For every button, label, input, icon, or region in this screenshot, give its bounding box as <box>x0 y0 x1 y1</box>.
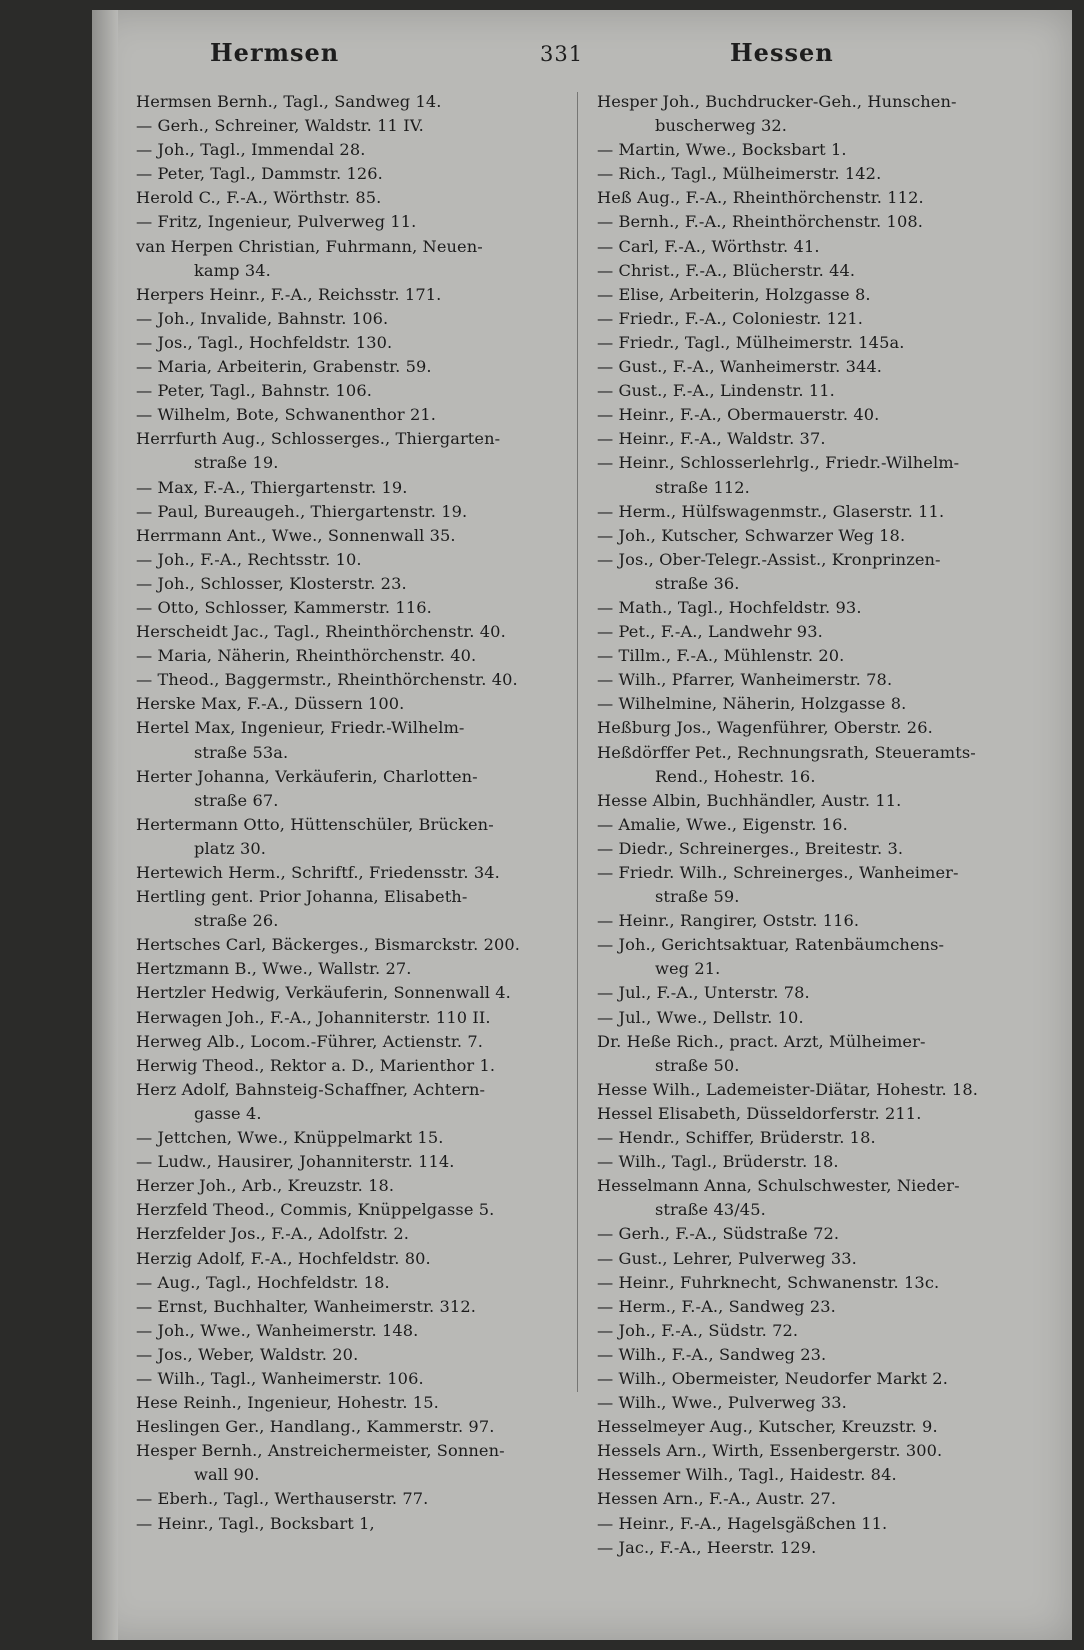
directory-entry: — Gust., F.-A., Lindenstr. 11. <box>597 381 835 401</box>
directory-entry: — Theod., Baggermstr., Rheinthörchenstr. 40. <box>136 670 518 690</box>
directory-entry: Heslingen Ger., Handlang., Kammerstr. 97. <box>136 1417 495 1437</box>
directory-entry: — Wilh., Tagl., Brüderstr. 18. <box>597 1152 839 1172</box>
directory-entry: Hertling gent. Prior Johanna, Elisabeth- <box>136 887 468 907</box>
directory-entry-continuation: buscherweg 32. <box>655 116 787 136</box>
directory-entry: — Joh., Tagl., Immendal 28. <box>136 140 366 160</box>
directory-entry: Hertzler Hedwig, Verkäuferin, Sonnenwall 4. <box>136 983 511 1003</box>
running-head-right: Hessen <box>730 38 834 67</box>
directory-entry: — Wilh., F.-A., Sandweg 23. <box>597 1344 827 1364</box>
directory-entry: — Amalie, Wwe., Eigenstr. 16. <box>597 814 848 834</box>
directory-entry: Dr. Heße Rich., pract. Arzt, Mülheimer- <box>597 1031 926 1051</box>
directory-entry-continuation: straße 67. <box>194 790 279 810</box>
directory-entry: — Fritz, Ingenieur, Pulverweg 11. <box>136 212 417 232</box>
directory-entry: — Wilh., Tagl., Wanheimerstr. 106. <box>136 1368 424 1388</box>
directory-entry: — Aug., Tagl., Hochfeldstr. 18. <box>136 1272 390 1292</box>
directory-entry: Herzfelder Jos., F.-A., Adolfstr. 2. <box>136 1224 410 1244</box>
directory-entry: — Rich., Tagl., Mülheimerstr. 142. <box>597 164 882 184</box>
directory-entry-continuation: straße 36. <box>655 573 740 593</box>
directory-entry: — Joh., F.-A., Rechtsstr. 10. <box>136 549 362 569</box>
directory-entry: — Heinr., Schlosserlehrlg., Friedr.-Wilhelm- <box>597 453 960 473</box>
directory-entry: Herold C., F.-A., Wörthstr. 85. <box>136 188 382 208</box>
directory-entry: Heßdörffer Pet., Rechnungsrath, Steueramts- <box>597 742 976 762</box>
directory-entry: — Herm., F.-A., Sandweg 23. <box>597 1296 836 1316</box>
directory-entry: — Ernst, Buchhalter, Wanheimerstr. 312. <box>136 1296 476 1316</box>
directory-entry: — Hendr., Schiffer, Brüderstr. 18. <box>597 1128 876 1148</box>
directory-entry: — Otto, Schlosser, Kammerstr. 116. <box>136 597 432 617</box>
directory-entry: Hertsches Carl, Bäckerges., Bismarckstr. 200. <box>136 935 521 955</box>
directory-entry: — Bernh., F.-A., Rheinthörchenstr. 108. <box>597 212 923 232</box>
directory-entry: Hesselmann Anna, Schulschwester, Nieder- <box>597 1176 960 1196</box>
directory-entry: — Jos., Tagl., Hochfeldstr. 130. <box>136 332 393 352</box>
directory-entry: — Ludw., Hausirer, Johanniterstr. 114. <box>136 1152 455 1172</box>
directory-entry: Hessen Arn., F.-A., Austr. 27. <box>597 1489 837 1509</box>
directory-entry: — Wilhelm, Bote, Schwanenthor 21. <box>136 405 437 425</box>
directory-entry: Herter Johanna, Verkäuferin, Charlotten- <box>136 766 478 786</box>
directory-entry: — Peter, Tagl., Dammstr. 126. <box>136 164 383 184</box>
directory-entry: Hessemer Wilh., Tagl., Haidestr. 84. <box>597 1465 897 1485</box>
directory-entry: Hesse Wilh., Lademeister-Diätar, Hohestr. 18. <box>597 1079 979 1099</box>
directory-entry: — Martin, Wwe., Bocksbart 1. <box>597 140 847 160</box>
directory-entry-continuation: straße 59. <box>655 887 740 907</box>
directory-entry: Herweg Alb., Locom.-Führer, Actienstr. 7. <box>136 1031 484 1051</box>
directory-entry: Hesselmeyer Aug., Kutscher, Kreuzstr. 9. <box>597 1417 938 1437</box>
directory-entry: Heß Aug., F.-A., Rheinthörchenstr. 112. <box>597 188 924 208</box>
directory-entry-continuation: straße 19. <box>194 453 279 473</box>
directory-entry: Herzer Joh., Arb., Kreuzstr. 18. <box>136 1176 395 1196</box>
column-divider <box>577 92 578 1392</box>
directory-entry: — Paul, Bureaugeh., Thiergartenstr. 19. <box>136 501 468 521</box>
directory-entry: — Pet., F.-A., Landwehr 93. <box>597 622 823 642</box>
directory-entry: Hesper Joh., Buchdrucker-Geh., Hunschen- <box>597 92 957 111</box>
directory-entry: van Herpen Christian, Fuhrmann, Neuen- <box>136 236 483 256</box>
directory-entry: — Tillm., F.-A., Mühlenstr. 20. <box>597 646 845 666</box>
directory-entry: — Elise, Arbeiterin, Holzgasse 8. <box>597 284 871 304</box>
directory-entry: Herpers Heinr., F.-A., Reichsstr. 171. <box>136 284 442 304</box>
directory-entry: — Friedr., F.-A., Coloniestr. 121. <box>597 308 864 328</box>
directory-entry: — Jul., F.-A., Unterstr. 78. <box>597 983 810 1003</box>
left-column <box>136 90 568 1536</box>
directory-entry: — Joh., F.-A., Südstr. 72. <box>597 1320 799 1340</box>
directory-entry: — Gerh., F.-A., Südstraße 72. <box>597 1224 840 1244</box>
directory-entry: — Eberh., Tagl., Werthauserstr. 77. <box>136 1489 429 1509</box>
directory-entry: — Heinr., F.-A., Obermauerstr. 40. <box>597 405 880 425</box>
directory-entry: — Herm., Hülfswagenmstr., Glaserstr. 11. <box>597 501 945 521</box>
directory-entry: — Heinr., Fuhrknecht, Schwanenstr. 13c. <box>597 1272 940 1292</box>
directory-entry: — Jettchen, Wwe., Knüppelmarkt 15. <box>136 1128 444 1148</box>
directory-entry: — Carl, F.-A., Wörthstr. 41. <box>597 236 820 256</box>
directory-entry: Hese Reinh., Ingenieur, Hohestr. 15. <box>136 1393 439 1413</box>
directory-entry-continuation: kamp 34. <box>194 260 271 280</box>
directory-entry: — Maria, Arbeiterin, Grabenstr. 59. <box>136 357 432 377</box>
directory-entry: — Maria, Näherin, Rheinthörchenstr. 40. <box>136 646 477 666</box>
directory-entry: — Joh., Invalide, Bahnstr. 106. <box>136 308 389 328</box>
directory-entry: Hertel Max, Ingenieur, Friedr.-Wilhelm- <box>136 718 465 738</box>
directory-entry: — Gust., Lehrer, Pulverweg 33. <box>597 1248 857 1268</box>
directory-entry: Herzig Adolf, F.-A., Hochfeldstr. 80. <box>136 1248 431 1268</box>
directory-entry-continuation: Rend., Hohestr. 16. <box>655 766 816 786</box>
directory-entry: — Joh., Gerichtsaktuar, Ratenbäumchens- <box>597 935 945 955</box>
directory-entry: — Jos., Ober-Telegr.-Assist., Kronprinzen- <box>597 549 941 569</box>
directory-entry-continuation: straße 43/45. <box>655 1200 766 1220</box>
directory-entry: Herske Max, F.-A., Düssern 100. <box>136 694 405 714</box>
book-spine-shadow <box>92 10 118 1640</box>
directory-entry: Heßburg Jos., Wagenführer, Oberstr. 26. <box>597 718 933 738</box>
directory-entry: — Jul., Wwe., Dellstr. 10. <box>597 1007 804 1027</box>
directory-entry-continuation: straße 50. <box>655 1055 740 1075</box>
directory-entry-continuation: straße 26. <box>194 911 279 931</box>
directory-entry: — Christ., F.-A., Blücherstr. 44. <box>597 260 856 280</box>
directory-entry: Herscheidt Jac., Tagl., Rheinthörchenstr. 40. <box>136 622 506 642</box>
directory-entry: — Wilh., Wwe., Pulverweg 33. <box>597 1393 847 1413</box>
right-column <box>597 90 1039 1560</box>
directory-entry: — Peter, Tagl., Bahnstr. 106. <box>136 381 372 401</box>
directory-entry: — Max, F.-A., Thiergartenstr. 19. <box>136 477 408 497</box>
directory-entry-continuation: wall 90. <box>194 1465 260 1485</box>
directory-entry: — Jos., Weber, Waldstr. 20. <box>136 1344 359 1364</box>
directory-entry: Herz Adolf, Bahnsteig-Schaffner, Achtern- <box>136 1079 486 1099</box>
directory-entry: Herzfeld Theod., Commis, Knüppelgasse 5. <box>136 1200 495 1220</box>
directory-entry: Hesse Albin, Buchhändler, Austr. 11. <box>597 790 902 810</box>
directory-entry-continuation: platz 30. <box>194 838 267 858</box>
directory-entry: Hertermann Otto, Hüttenschüler, Brücken- <box>136 814 494 834</box>
directory-entry: — Diedr., Schreinerges., Breitestr. 3. <box>597 838 904 858</box>
directory-entry-continuation: weg 21. <box>655 959 721 979</box>
directory-entry: — Joh., Kutscher, Schwarzer Weg 18. <box>597 525 906 545</box>
directory-entry: — Joh., Schlosser, Klosterstr. 23. <box>136 573 407 593</box>
directory-entry: — Jac., F.-A., Heerstr. 129. <box>597 1537 817 1557</box>
directory-entry-continuation: gasse 4. <box>194 1103 262 1123</box>
directory-entry: Hessel Elisabeth, Düsseldorferstr. 211. <box>597 1103 922 1123</box>
directory-entry: — Heinr., F.-A., Waldstr. 37. <box>597 429 826 449</box>
directory-entry: — Wilhelmine, Näherin, Holzgasse 8. <box>597 694 907 714</box>
directory-entry-continuation: straße 53a. <box>194 742 289 762</box>
directory-entry: — Friedr. Wilh., Schreinerges., Wanheimer- <box>597 863 959 882</box>
directory-entry: — Gust., F.-A., Wanheimerstr. 344. <box>597 357 883 377</box>
directory-entry: Herwig Theod., Rektor a. D., Marienthor 1. <box>136 1055 496 1075</box>
running-head-left: Hermsen <box>210 38 340 67</box>
directory-entry: — Heinr., F.-A., Hagelsgäßchen 11. <box>597 1513 888 1533</box>
directory-entry: — Gerh., Schreiner, Waldstr. 11 IV. <box>136 116 424 136</box>
directory-entry: — Heinr., Rangirer, Oststr. 116. <box>597 911 860 931</box>
directory-entry: — Wilh., Pfarrer, Wanheimerstr. 78. <box>597 670 893 690</box>
directory-entry: — Heinr., Tagl., Bocksbart 1, <box>136 1513 375 1533</box>
directory-entry: Herrfurth Aug., Schlosserges., Thiergarten- <box>136 429 501 449</box>
directory-entry: Hertewich Herm., Schriftf., Friedensstr. 34. <box>136 863 500 882</box>
directory-entry: Herwagen Joh., F.-A., Johanniterstr. 110 II. <box>136 1007 491 1027</box>
directory-entry: — Math., Tagl., Hochfeldstr. 93. <box>597 597 862 617</box>
directory-entry: Herrmann Ant., Wwe., Sonnenwall 35. <box>136 525 456 545</box>
directory-entry: — Friedr., Tagl., Mülheimerstr. 145a. <box>597 332 905 352</box>
directory-entry: — Wilh., Obermeister, Neudorfer Markt 2. <box>597 1368 948 1388</box>
page-number: 331 <box>540 42 584 66</box>
directory-entry: — Joh., Wwe., Wanheimerstr. 148. <box>136 1320 419 1340</box>
directory-entry: Hessels Arn., Wirth, Essenbergerstr. 300. <box>597 1441 943 1461</box>
directory-entry-continuation: straße 112. <box>655 477 750 497</box>
directory-entry: Hesper Bernh., Anstreichermeister, Sonnen- <box>136 1441 505 1461</box>
directory-entry: Hermsen Bernh., Tagl., Sandweg 14. <box>136 92 442 111</box>
directory-entry: Hertzmann B., Wwe., Wallstr. 27. <box>136 959 412 979</box>
